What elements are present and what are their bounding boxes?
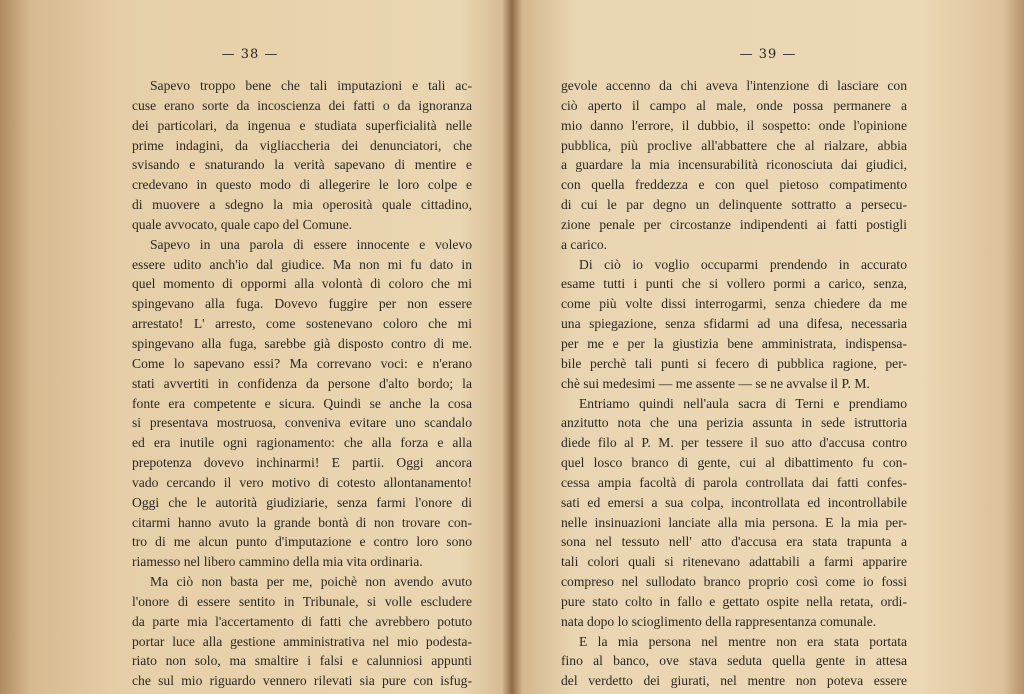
text-line: che sul mio riguardo vennero rilevati sia pure con isfug-	[132, 673, 472, 689]
text-line: ciò aperto il campo al male, onde possa permanere a	[561, 97, 907, 113]
text-line: citarmi hanno avuto la grande bontà di non trovare con-	[132, 514, 472, 530]
text-line: ed era inutile ogni ragionamento: che alla forza e alla	[132, 435, 472, 451]
text-line: cessa ampia facoltà di parola controllata dai fatti confes-	[561, 474, 907, 490]
text-line: a guardare la mia incensurabilità riconosciuta dai giudici,	[561, 157, 907, 173]
text-line: arrestato! L' arresto, come sostenevano coloro che mi	[132, 316, 472, 332]
text-line: quel losco branco di gente, cui al dibattimento fu con-	[561, 455, 907, 471]
text-line: esame tutti i punti che si vollero pormi a carico, senza,	[561, 276, 907, 292]
text-line: Ma ciò non basta per me, poichè non avendo avuto	[150, 574, 472, 590]
text-line: una spiegazione, senza sfidarmi ad una difesa, necessaria	[561, 316, 907, 332]
text-line: cuse erano sorte da incoscienza dei fatti o da ignoranza	[132, 97, 472, 113]
text-line: fino al banco, ove stava seduta quella gente in attesa	[561, 653, 907, 669]
text-line: sati ed emersi a sua colpa, incontrollata ed incontrollabile	[561, 494, 907, 510]
text-line: da parte mia l'accertamento di fatti che avrebbero potuto	[132, 613, 472, 629]
text-line: credevano in questo modo di allegerire le loro colpe e	[132, 177, 472, 193]
text-line: anzitutto nota che una perizia assunta in sede istruttoria	[561, 415, 907, 431]
text-line: Entriamo quindi nell'aula sacra di Terni e prendiamo	[579, 395, 907, 411]
text-line: si presentava mostruosa, conveniva evitare uno scandalo	[132, 415, 472, 431]
text-line: sona nel tessuto nell' atto d'accusa era stata trapunta a	[561, 534, 907, 550]
text-line: prime indagini, da vigliaccheria dei denunciatori, che	[132, 137, 472, 153]
text-line: essere udito anch'io dal giudice. Ma non mi fu dato in	[132, 256, 472, 272]
text-line: Sapevo in una parola di essere innocente e volevo	[150, 236, 472, 252]
text-line: fonte era competente e sicura. Quindi se anche la cosa	[132, 395, 472, 411]
text-line: l'onore di essere sentito in Tribunale, si volle escludere	[132, 593, 472, 609]
page-body	[132, 76, 472, 691]
text-line: prepotenza dovevo inchinarmi! E partii. Oggi ancora	[132, 455, 472, 471]
text-line: quale avvocato, quale capo del Comune.	[132, 216, 353, 232]
text-line: svisando e snaturando la verità sapevano di mentire e	[132, 157, 472, 173]
page-body	[561, 76, 907, 691]
text-line: E la mia persona nel mentre non era stata portata	[579, 633, 907, 649]
text-line: stati avvertiti in confidenza da persone d'alto bordo; la	[132, 375, 472, 391]
text-line: zione penale per circostanze indipendenti ai fatti postigli	[561, 216, 907, 232]
text-line: Oggi che le autorità giudiziarie, senza farmi l'onore di	[132, 494, 472, 510]
text-line: a carico.	[561, 236, 608, 252]
text-line: compreso nel sullodato branco proprio così come io fossi	[561, 574, 907, 590]
text-line: spingevano alla fuga. Dovevo fuggire per non essere	[132, 296, 472, 312]
text-line: gevole accenno da chi aveva l'intenzione di lasciare con	[561, 78, 907, 93]
text-line: portar luce alla gestione amministrativa nel mio podesta-	[132, 633, 472, 649]
text-line: di cui le par degno un delinquente sottratto a persecu-	[561, 197, 907, 213]
text-line: vado cercando il vero motivo di cotesto allontanamento!	[132, 474, 472, 490]
left-page	[0, 0, 500, 694]
text-line: Sapevo troppo bene che tali imputazioni e tali ac-	[150, 78, 472, 93]
text-line: diede filo al P. M. per tessere il suo atto d'accusa contro	[561, 435, 907, 451]
text-line: Di ciò io voglio occuparmi prendendo in accurato	[579, 256, 907, 272]
page-number: — 39 —	[739, 47, 797, 62]
text-line: riato non solo, ma smaltire i falsi e calunniosi appunti	[132, 653, 472, 669]
text-line: dei particolari, da ingenua e studiata superficialità nelle	[132, 117, 472, 133]
text-line: mio danno l'errore, il dubbio, il sospetto: onde l'opinione	[561, 117, 907, 133]
text-line: tali colori quali si ritenevano adattabili a farmi apparire	[561, 554, 907, 570]
page-number: — 38 —	[221, 47, 279, 62]
text-line: bile perchè tali punti si fecero di pubblica ragione, per-	[561, 355, 907, 371]
text-line: nata dopo lo scioglimento della rappresentanza comunale.	[561, 613, 877, 629]
text-line: spingevano alla fuga, sarebbe già disposto contro di me.	[132, 335, 472, 351]
text-line: quel momento di oppormi alla volontà di coloro che mi	[132, 276, 472, 292]
text-line: chè sui medesimi — me assente — se ne avvalse il P. M.	[561, 375, 870, 391]
text-line: riamesso nel libero cammino della mia vita ordinaria.	[132, 554, 423, 570]
text-line: del verdetto dei giurati, nel mentre non poteva essere	[561, 673, 907, 689]
text-line: per me e per la giustizia bene amministrata, indispensa-	[561, 335, 907, 351]
text-line: con quella freddezza e con quel pietoso compatimento	[561, 177, 907, 193]
text-line: nelle insinuazioni lanciate alla mia persona. E la mia per-	[561, 514, 907, 530]
right-page	[512, 0, 1024, 694]
text-line: di muovere a sdegno la mia operosità quale cittadino,	[132, 197, 472, 213]
text-line: pure stato colto in fallo e gettato ospite nella retata, ordi-	[561, 593, 907, 609]
text-line: tro di me alcun punto d'imputazione e contro loro sono	[132, 534, 472, 550]
text-line: Come lo sapevano essi? Ma correvano voci: e n'erano	[132, 355, 472, 371]
text-line: pubblica, più proclive all'abbattere che al rialzare, abbia	[561, 137, 907, 153]
text-line: come più volte dissi interrogarmi, senza chiedere da me	[561, 296, 907, 312]
